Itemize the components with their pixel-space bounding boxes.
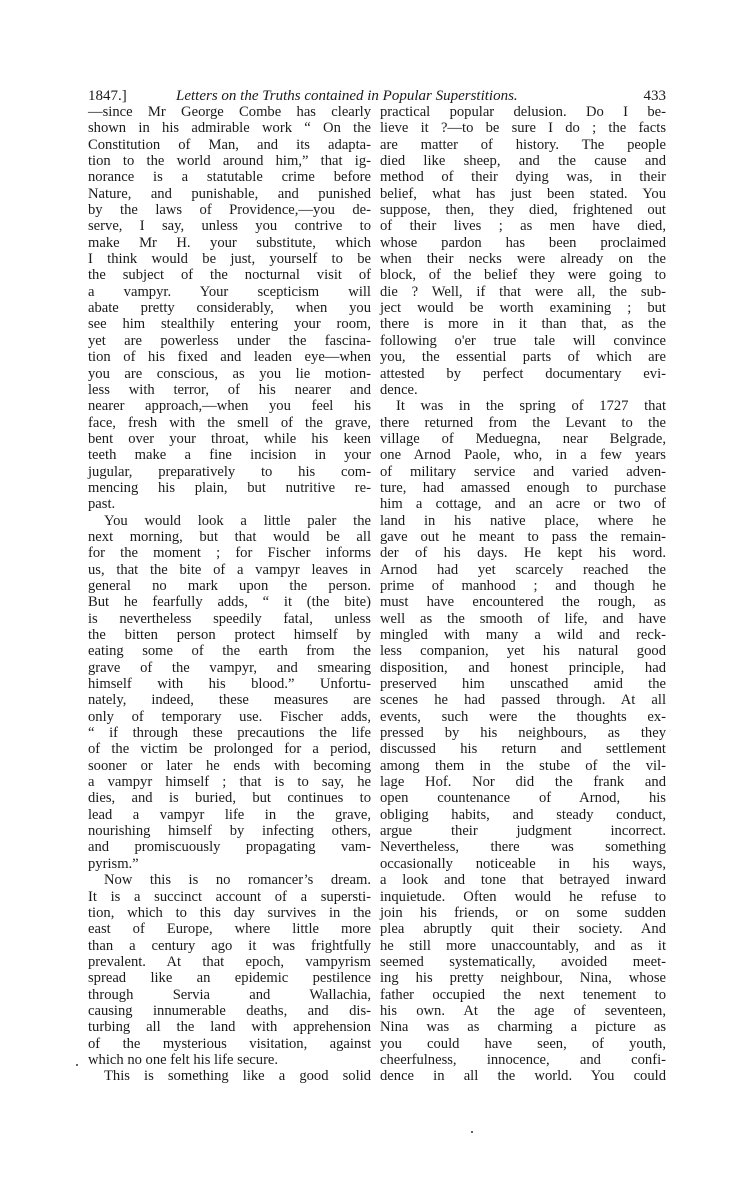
text-line: attested by perfect documentary evi-	[380, 365, 666, 382]
text-line: by the laws of Providence,—you de-	[88, 202, 371, 219]
text-line: disposition, and honest principle, had	[380, 659, 666, 676]
text-line: ture, had amassed enough to purchase	[380, 479, 666, 496]
text-line: norance is a statutable crime before	[88, 169, 371, 186]
text-line: Nina was as charming a picture as	[380, 1019, 666, 1036]
left-column	[88, 104, 371, 1085]
text-line: make Mr H. your substitute, which	[88, 234, 371, 251]
text-line: you are conscious, as you lie motion-	[88, 365, 371, 382]
text-line: land in his native place, where he	[380, 512, 666, 529]
text-line: and promiscuously propagating vam-	[88, 839, 371, 856]
text-line: “ if through these precautions the life	[88, 725, 371, 742]
text-line: argue their judgment incorrect.	[380, 823, 666, 840]
text-line: following o'er true tale will convince	[380, 332, 666, 349]
text-line: there is more in it than that, as the	[380, 316, 666, 333]
text-line: This is something like a good solid	[104, 1068, 371, 1085]
text-line: less with terror, of his nearer and	[88, 381, 371, 398]
text-line: dies, and is buried, but continues to	[88, 790, 371, 807]
text-line: lead a vampyr life in the grave,	[88, 806, 371, 823]
text-line: shown in his admirable work “ On the	[88, 120, 371, 137]
text-line: only of temporary use. Fischer adds,	[88, 708, 371, 725]
text-line: him a cottage, and an acre or two of	[380, 496, 666, 513]
text-line: there returned from the Levant to the	[380, 414, 666, 431]
text-line: gave out he meant to pass the remain-	[380, 528, 666, 545]
text-line: when their necks were already on the	[380, 251, 666, 268]
page-speck	[471, 1131, 473, 1133]
text-line: village of Meduegna, near Belgrade,	[380, 430, 666, 447]
text-line: father occupied the next tenement to	[380, 986, 666, 1003]
text-line: prevalent. At that epoch, vampyrism	[88, 953, 371, 970]
text-line: pyrism.”	[88, 855, 139, 872]
text-line: one Arnod Paole, who, in a few years	[380, 447, 666, 464]
text-line: turbing all the land with apprehension	[88, 1019, 371, 1036]
text-line: face, fresh with the smell of the grave,	[88, 414, 371, 431]
text-line: grave of the vampyr, and smearing	[88, 659, 371, 676]
text-line: must have encountered the rough, as	[380, 594, 666, 611]
page-number: 433	[643, 88, 666, 104]
text-line: plea abruptly quit their society. And	[380, 921, 666, 938]
text-line: join his friends, or on some sudden	[380, 904, 666, 921]
text-line: spread like an epidemic pestilence	[88, 970, 371, 987]
text-line: next morning, but that would be all	[88, 528, 371, 545]
text-line: dence.	[380, 381, 418, 398]
text-line: belief, what has just been stated. You	[380, 185, 666, 202]
text-line: you could have seen, of youth,	[380, 1035, 666, 1052]
text-line: than a century ago it was frightfully	[88, 937, 371, 954]
text-line: die ? Well, if that were all, the sub-	[380, 283, 666, 300]
text-line: of the victim be prolonged for a period,	[88, 741, 371, 758]
text-line: But he fearfully adds, “ it (the bite)	[88, 594, 371, 611]
text-line: occasionally noticeable in his ways,	[380, 855, 666, 872]
text-line: a vampyr. Your scepticism will	[88, 283, 371, 300]
text-line: inquietude. Often would he refuse to	[380, 888, 666, 905]
text-line: discussed his return and settlement	[380, 741, 666, 758]
running-head-title: Letters on the Truths contained in Popular Superstitions.	[176, 88, 518, 104]
text-line: which no one felt his life secure.	[88, 1051, 279, 1068]
text-line: Arnod had yet scarcely reached the	[380, 561, 666, 578]
text-line: lieve it ?—to be sure I do ; the facts	[380, 120, 666, 137]
text-line: obliging habits, and steady conduct,	[380, 806, 666, 823]
text-line: Nevertheless, there was something	[380, 839, 666, 856]
text-line: through Servia and Wallachia,	[88, 986, 371, 1003]
text-line: open countenance of Arnod, his	[380, 790, 666, 807]
text-line: It was in the spring of 1727 that	[396, 398, 666, 415]
text-line: tion of his fixed and leaden eye—when	[88, 349, 371, 366]
text-line: lage Hof. Nor did the frank and	[380, 774, 666, 791]
text-line: died like sheep, and the cause and	[380, 153, 666, 170]
text-line: events, such were the thoughts ex-	[380, 708, 666, 725]
text-line: nourishing himself by infecting others,	[88, 823, 371, 840]
text-line: of their lives ; as men have died,	[380, 218, 666, 235]
text-line: is nevertheless speedily fatal, unless	[88, 610, 371, 627]
text-line: practical popular delusion. Do I be-	[380, 104, 666, 120]
text-line: see him stealthily entering your room,	[88, 316, 371, 333]
text-line: —since Mr George Combe has clearly	[88, 104, 371, 120]
text-line: jugular, preparatively to his com-	[88, 463, 371, 480]
text-line: the bitten person protect himself by	[88, 627, 371, 643]
text-line: of the mysterious visitation, against	[88, 1035, 371, 1052]
text-line: a look and tone that betrayed inward	[380, 872, 666, 889]
text-line: method of their dying was, in their	[380, 169, 666, 186]
text-line: tion, which to this day survives in the	[88, 904, 371, 921]
text-line: for the moment ; for Fischer informs	[88, 545, 371, 562]
text-line: you, the essential parts of which are	[380, 349, 666, 366]
text-line: It is a succinct account of a supersti-	[88, 888, 371, 905]
text-line: Constitution of Man, and its adapta-	[88, 136, 371, 153]
text-line: of military service and varied adven-	[380, 463, 666, 480]
text-line: his own. At the age of seventeen,	[380, 1002, 666, 1019]
text-line: You would look a little paler the	[104, 512, 371, 529]
text-line: tion to the world around him,” that ig-	[88, 153, 371, 170]
text-line: less companion, yet his natural good	[380, 643, 666, 660]
text-line: mencing his plain, but nutritive re-	[88, 479, 371, 496]
text-line: block, of the belief they were going to	[380, 267, 666, 284]
right-column	[380, 104, 666, 1085]
text-line: bent over your throat, while his keen	[88, 430, 371, 447]
text-line: prime of manhood ; and though he	[380, 577, 666, 594]
text-line: among them in the stube of the vil-	[380, 757, 666, 774]
text-line: east of Europe, where little more	[88, 921, 371, 938]
text-line: yet are powerless under the fascina-	[88, 332, 371, 349]
text-line: a vampyr himself ; that is to say, he	[88, 774, 371, 791]
text-line: Nature, and punishable, and punished	[88, 185, 371, 202]
text-line: cheerfulness, innocence, and confi-	[380, 1051, 666, 1068]
text-line: well as the smooth of life, and have	[380, 610, 666, 627]
text-line: serve, I say, unless you contrive to	[88, 218, 371, 235]
text-line: mingled with many a wild and reck-	[380, 627, 666, 643]
text-line: seemed systematically, avoided meet-	[380, 953, 666, 970]
text-line: der of his days. He kept his word.	[380, 545, 666, 562]
text-line: sooner or later he ends with becoming	[88, 757, 371, 774]
text-line: abate pretty considerably, when you	[88, 300, 371, 317]
running-head	[88, 86, 666, 106]
margin-speck	[76, 1064, 78, 1066]
text-line: teeth make a fine incision in your	[88, 447, 371, 464]
text-line: scenes he had passed through. At all	[380, 692, 666, 709]
text-line: dence in all the world. You could	[380, 1068, 666, 1085]
text-line: nately, indeed, these measures are	[88, 692, 371, 709]
text-line: preserved him unscathed amid the	[380, 676, 666, 693]
text-line: I think would be just, yourself to be	[88, 251, 371, 268]
text-line: the subject of the nocturnal visit of	[88, 267, 371, 284]
text-line: are matter of history. The people	[380, 136, 666, 153]
text-line: he still more unaccountably, and as it	[380, 937, 666, 954]
text-line: suppose, then, they died, frightened out	[380, 202, 666, 219]
text-line: ject would be worth examining ; but	[380, 300, 666, 317]
text-line: whose pardon has been proclaimed	[380, 234, 666, 251]
text-line: nearer approach,—when you feel his	[88, 398, 371, 415]
text-line: ing his pretty neighbour, Nina, whose	[380, 970, 666, 987]
text-line: general no mark upon the person.	[88, 577, 371, 594]
text-line: past.	[88, 496, 116, 513]
text-line: Now this is no romancer’s dream.	[104, 872, 371, 889]
text-line: causing innumerable deaths, and dis-	[88, 1002, 371, 1019]
text-line: pressed by his neighbours, as they	[380, 725, 666, 742]
text-line: himself with his blood.” Unfortu-	[88, 676, 371, 693]
running-head-year: 1847.]	[88, 88, 127, 104]
text-line: us, that the bite of a vampyr leaves in	[88, 561, 371, 578]
text-line: eating some of the earth from the	[88, 643, 371, 660]
